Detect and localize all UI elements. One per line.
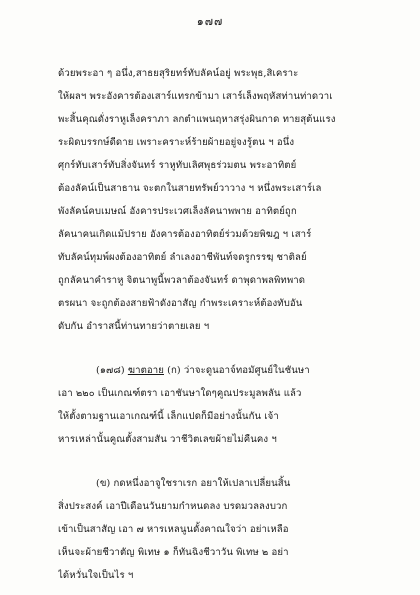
text-line: (ข) กดหนึ่งอาจูใชราเรก อยาให้เปลาเปลี่ยนสิ้น: [96, 478, 291, 489]
text-line: ดับกัน อำราสนี้ท่านทายว่าตายเลย ฯ: [58, 321, 210, 332]
text-line: เห็นจะผ้ายชีวาตัญ พิเทษ ๑ ก็ทันฉิงชีวาวัน พิเทษ ๒ อย่า: [58, 547, 289, 558]
text-line: สิ่งประสงค์ เอาปีเดือนวันยามกำหนดลง บรดมวลลงบวก: [58, 501, 288, 512]
text-line: ศุกร์ทับเสาร์ทับสิ่งจันทร์ ราหูทับเลิศพุธร่วมตน พระอาทิตย์: [58, 160, 297, 171]
text-line: ลัคนาคนเกิดแม้ปราย อังคารต้องอาทิตย์ร่วมด้วยพิฆฎ ฯ เสาร์: [58, 229, 312, 240]
paragraph-3: [58, 472, 378, 587]
text-line: ให้ตั้งตามฐานเอาเกณฑ์นี้ เล็กแปดก็มีอย่างนั้นกัน เจ้า: [58, 411, 279, 422]
text-line: เอา ๒๒๐ เป็นเกณฑ์ตรา เอาชันษาใดๆคูณประมูลพลัน แล้ว: [58, 388, 302, 399]
text-line: หารเหล่านั้นคูณตั้งสามสัน วาชีวิตเลขผ้ายไม่คืนคง ฯ: [58, 434, 277, 445]
text-line: ทับลัคน์ทุมพ์ผงต้องอาทิตย์ ลำเลงอาชีพันท์จดรูกรรฆฺ ชาติลย์: [58, 252, 307, 263]
text-line: ต้องลัคน์เป็นสาธาน จะตกในสายทรัพย์วาวาง ฯ หนึ่งพระเสาร์เล: [58, 183, 322, 194]
text-line: ได้หวั่นใจเป็นไร ฯ: [58, 570, 134, 581]
text-line: พังลัคน์คบเมษณ์ อังคารประเวศเล็งลัคนาพพาย อาทิตย์ถูก: [58, 206, 297, 217]
text-line: พะสิ้นคุณดั่งราหูเล็งคราภา ลกตำแพนฤหาสรุ่งผินกาด ทายสุต้นแรง: [58, 114, 336, 125]
paragraph-2: [58, 359, 378, 451]
text-line: ให้ผลฯ พระอังคารต้องเสาร์แทรกข้ามา เสาร์เล็งพฤหัสท่านท่าดวาเ: [58, 91, 333, 102]
text-line: ระผิดบรรกษ์ดีดาย เพราะคราะห์ร้ายผ้ายอยู่จงรู้ตน ฯ อนึ่ง: [58, 137, 295, 148]
text-line: ถูกลัคนาคำราหู จิตนาพูนี้พวลาต้องจันทร์ ดาพุดาพลพิทพาด: [58, 275, 306, 286]
text-line: ตรผนา จะถูกต้องสายฟ้าดังอาสัญ กำพระเคราะห์ต้องทับอัน: [58, 298, 303, 309]
text-line: ด้วยพระอา ๆ อนึ่ง,สาธยสุริยทร์ทับลัคน์อยู่ พระพุธ,สิเคราะ: [58, 68, 299, 79]
text-line: [58, 359, 378, 382]
text-line-rest: (ก) ว่าจะดูนอาจ์ทอมัศูนย์ในชันษา: [167, 365, 310, 376]
paragraph-1: [58, 62, 378, 338]
text-line: เข้าเป็นสาสัญ เอา ๗ หารเหลนูนดั้งคาณใจว่า อย่าเหลือ: [58, 524, 289, 535]
section-heading: ฆาตอาย: [127, 365, 164, 376]
page-number: ๑๗๗: [196, 15, 224, 28]
section-marker: (๑๗๘): [96, 365, 125, 376]
body-text: [58, 62, 378, 587]
